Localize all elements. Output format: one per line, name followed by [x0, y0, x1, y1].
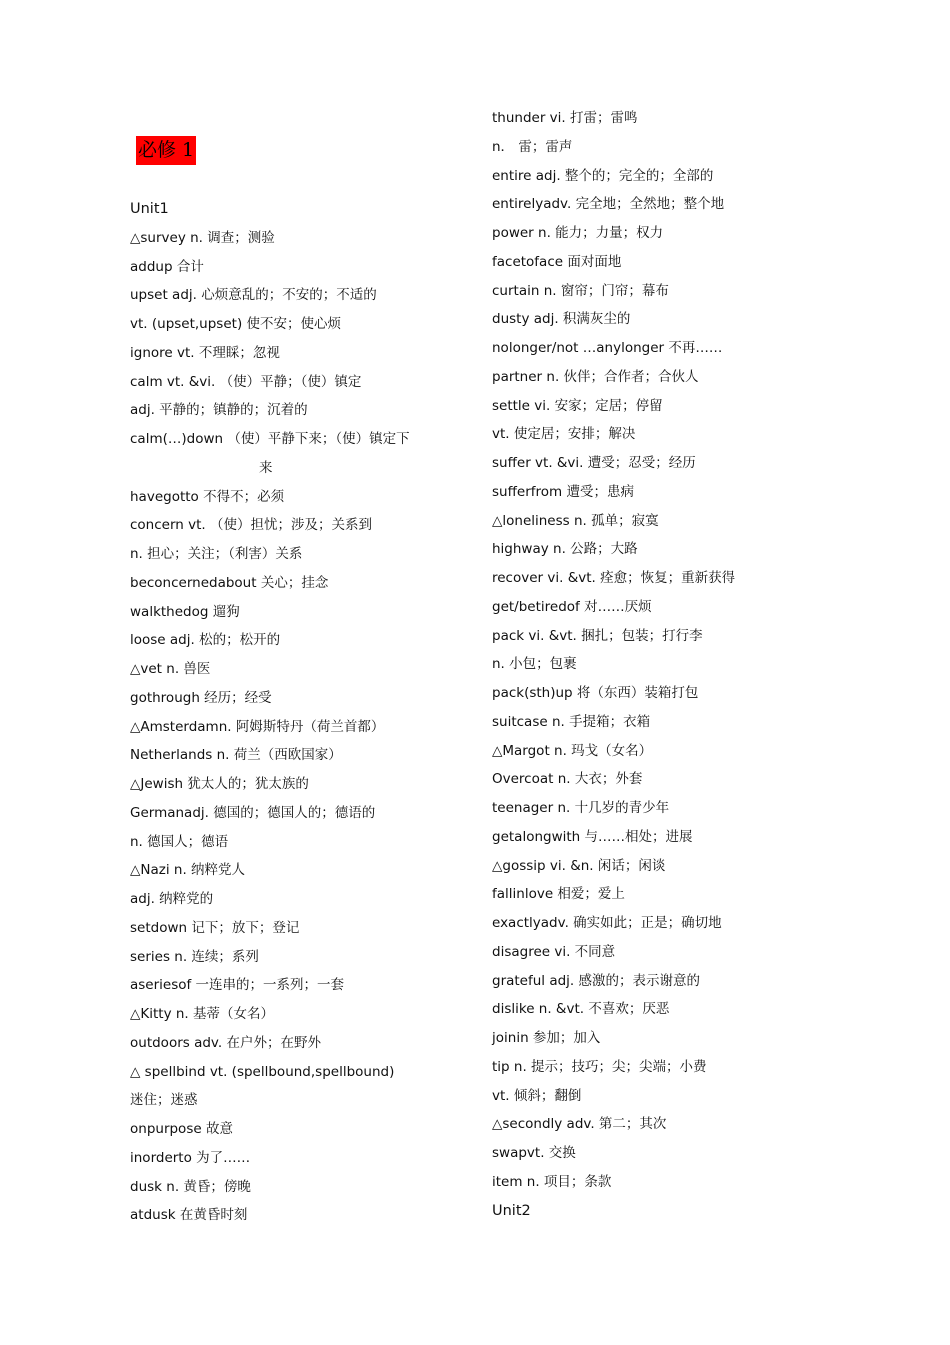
vocab-entry: loose adj. 松的；松开的	[130, 632, 281, 649]
vocab-entry: dusk n. 黄昏；傍晚	[130, 1178, 251, 1195]
vocab-entry: △vet n. 兽医	[130, 661, 211, 677]
vocab-entry: △gossip vi. &n. 闲话；闲谈	[492, 857, 666, 874]
vocab-entry: suffer vt. &vi. 遭受；忍受；经历	[492, 455, 696, 471]
vocab-entry: pack vi. &vt. 捆扎；包装；打行李	[492, 627, 703, 644]
vocab-entry: dusty adj. 积满灰尘的	[492, 311, 631, 328]
vocab-entry: sufferfrom 遭受；患病	[492, 483, 634, 500]
vocab-entry: △loneliness n. 孤单；寂寞	[492, 512, 659, 529]
vocab-entry: gothrough 经历；经受	[130, 689, 272, 706]
vocab-entry: n． 雷；雷声	[492, 138, 573, 155]
vocab-entry: beconcernedabout 关心；挂念	[130, 574, 329, 591]
vocab-entry: havegotto 不得不；必须	[130, 488, 285, 505]
left-vocab-column	[130, 195, 460, 1230]
vocab-entry: aseriesof 一连串的；一系列；一套	[130, 977, 345, 994]
vocab-entry: ignore vt. 不理睬；忽视	[130, 344, 280, 361]
vocab-entry: joinin 参加；加入	[492, 1030, 601, 1046]
vocab-entry: calm vt. &vi. （使）平静；（使）镇定	[130, 373, 362, 390]
vocab-entry: △Amsterdamn. 阿姆斯特丹（荷兰首都）	[130, 718, 385, 735]
vocab-entry: thunder vi. 打雷；雷鸣	[492, 110, 638, 126]
vocab-entry: upset adj. 心烦意乱的；不安的；不适的	[130, 287, 377, 304]
vocab-entry: △secondly adv. 第二；其次	[492, 1116, 667, 1133]
vocab-entry: atdusk 在黄昏时刻	[130, 1207, 248, 1224]
vocab-entry: dislike n. &vt. 不喜欢；厌恶	[492, 1001, 670, 1018]
vocab-entry: recover vi. &vt. 痊愈；恢复；重新获得	[492, 570, 736, 586]
unit-heading: Unit1	[130, 201, 169, 217]
vocab-entry: walkthedog 遛狗	[130, 603, 240, 620]
vocab-entry: swapvt. 交换	[492, 1145, 576, 1161]
vocab-entry: entirelyadv. 完全地；全然地；整个地	[492, 196, 725, 213]
vocab-entry: entire adj. 整个的；完全的；全部的	[492, 167, 714, 184]
vocab-entry: calm(…)down （使）平静下来；（使）镇定下	[130, 431, 410, 447]
vocab-entry: Overcoat n. 大衣；外套	[492, 771, 643, 788]
vocab-entry: △survey n. 调查；测验	[130, 229, 275, 246]
vocab-entry: fallinlove 相爱；爱上	[492, 886, 625, 903]
vocab-entry: pack(sth)up 将（东西）装箱打包	[492, 685, 699, 701]
vocab-entry: curtain n. 窗帘；门帘；幕布	[492, 282, 669, 299]
vocab-entry: n. 担心；关注；（利害）关系	[130, 546, 303, 562]
vocab-entry: △Margot n. 玛戈（女名）	[492, 742, 653, 759]
vocab-entry: onpurpose 故意	[130, 1121, 233, 1137]
vocab-entry: outdoors adv. 在户外；在野外	[130, 1034, 321, 1051]
vocab-entry: teenager n. 十几岁的青少年	[492, 800, 670, 816]
vocab-entry: tip n. 提示；技巧；尖；尖端；小费	[492, 1058, 707, 1075]
vocab-entry: △ spellbind vt. (spellbound,spellbound)	[130, 1063, 395, 1080]
vocab-entry: vt. 倾斜；翻倒	[492, 1087, 582, 1104]
vocab-entry: power n. 能力；力量；权力	[492, 225, 664, 241]
vocab-entry: nolonger/not …anylonger 不再……	[492, 340, 723, 356]
right-vocab-column	[492, 104, 822, 1225]
vocab-entry: get/betiredof 对……厌烦	[492, 598, 652, 615]
vocab-entry: △Nazi n. 纳粹党人	[130, 862, 246, 879]
vocab-entry: item n. 项目；条款	[492, 1173, 612, 1190]
vocab-entry: adj. 平静的；镇静的；沉着的	[130, 402, 308, 419]
unit-heading: Unit2	[492, 1202, 531, 1219]
vocab-entry: Germanadj. 德国的；德国人的；德语的	[130, 804, 376, 821]
vocab-entry: partner n. 伙伴；合作者；合伙人	[492, 368, 699, 385]
vocab-entry: vt. (upset,upset) 使不安；使心烦	[130, 316, 341, 332]
vocab-entry: n. 德国人；德语	[130, 833, 229, 850]
vocab-entry: grateful adj. 感激的；表示谢意的	[492, 972, 701, 989]
vocab-entry: 迷住；迷惑	[130, 1092, 198, 1109]
vocab-entry: getalongwith 与……相处；进展	[492, 828, 693, 845]
vocab-entry: vt. 使定居；安排；解决	[492, 426, 636, 443]
vocab-entry: n. 小包；包裹	[492, 656, 577, 673]
vocab-entry: settle vi. 安家；定居；停留	[492, 397, 663, 414]
vocab-entry: 来	[259, 459, 273, 476]
vocab-entry: series n. 连续；系列	[130, 948, 259, 965]
vocab-entry: △Kitty n. 基蒂（女名）	[130, 1006, 274, 1022]
vocab-entry: △Jewish 犹太人的；犹太族的	[130, 776, 309, 792]
vocab-entry: adj. 纳粹党的	[130, 891, 214, 907]
vocab-entry: disagree vi. 不同意	[492, 943, 616, 960]
vocab-entry: inorderto 为了……	[130, 1149, 251, 1166]
vocab-entry: highway n. 公路；大路	[492, 541, 638, 558]
vocab-entry: concern vt. （使）担忧；涉及；关系到	[130, 517, 372, 534]
vocab-entry: setdown 记下；放下；登记	[130, 919, 300, 936]
vocab-entry: suitcase n. 手提箱；衣箱	[492, 713, 651, 730]
vocab-entry: Netherlands n. 荷兰（西欧国家）	[130, 747, 342, 764]
vocab-entry: exactlyadv. 确实如此；正是；确切地	[492, 915, 722, 931]
vocab-entry: facetoface 面对面地	[492, 253, 622, 270]
book-title: 必修 1	[136, 136, 196, 165]
vocab-entry: addup 合计	[130, 258, 204, 275]
